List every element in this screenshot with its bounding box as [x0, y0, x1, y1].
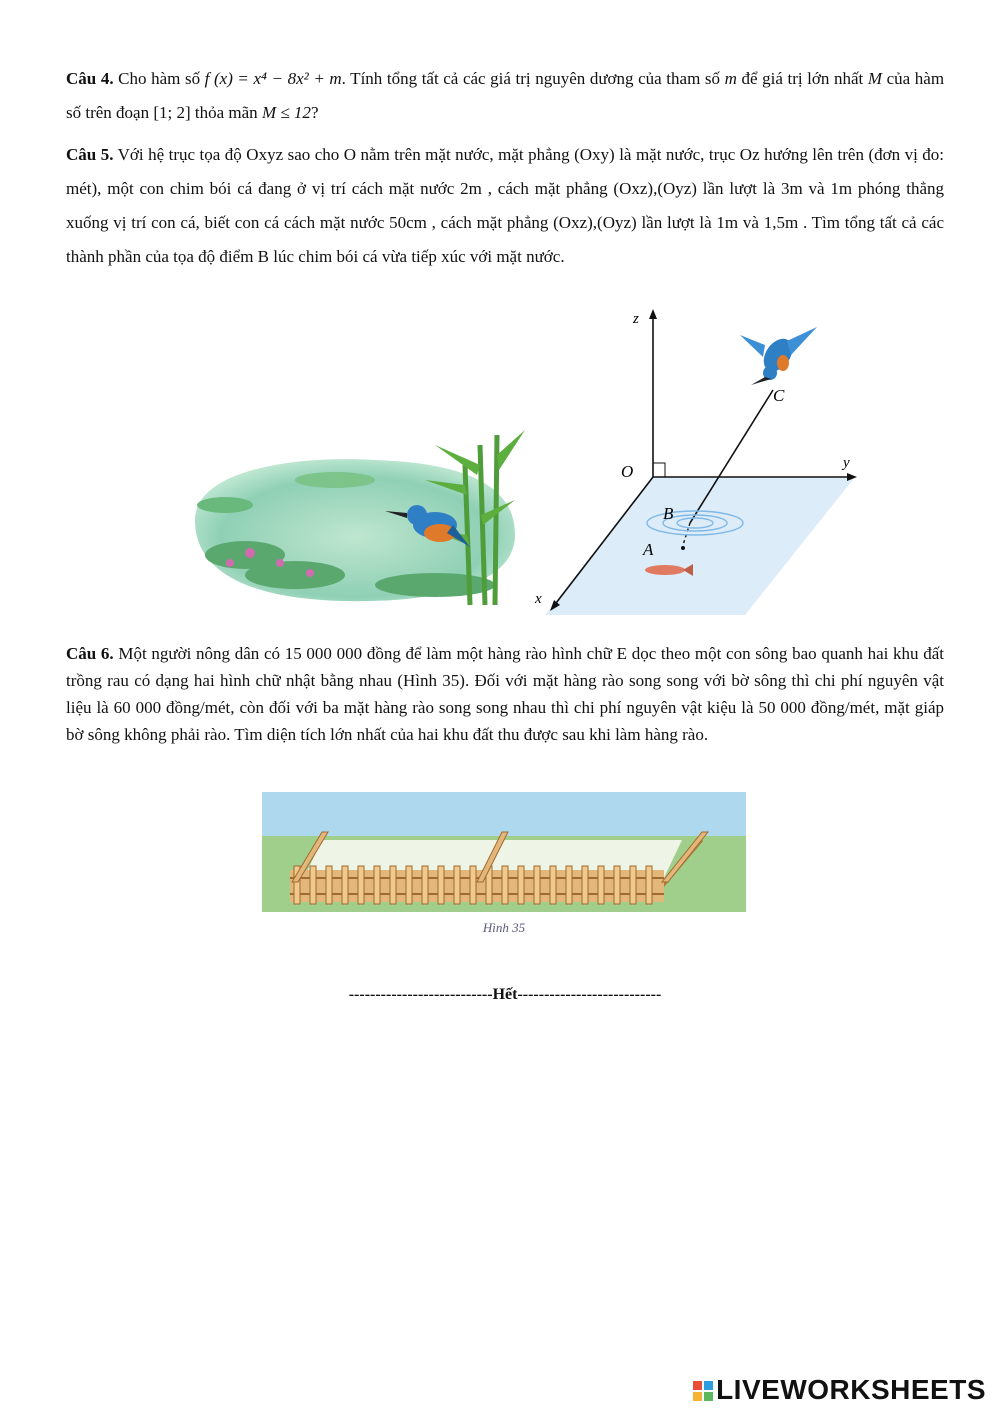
z-label: z	[633, 311, 639, 327]
question-6-text: Một người nông dân có 15 000 000 đồng để làm một hàng rào hình chữ E dọc theo một con sông bao quanh hai khu đất trồng rau có dạng hai hình chữ nhật bằng nhau (Hình 35). Đối với mặt hàng rào song song với bờ sông thì chi phí nguyên vật liệu là 60 000 đồng/mét, còn đối với ba mặt hàng rào song song nhau thì chi phí nguyên vật kiệu là 50 000 đồng/mét, mặt giáp bờ sông không phải rào. Tìm diện tích lớn nhất của hai khu đất thu được sau khi làm hàng rào.	[66, 644, 945, 744]
origin-label: O	[621, 462, 634, 481]
q4-function: f (x) = x⁴ − 8x² + m	[204, 69, 342, 88]
coordinate-diagram	[525, 305, 955, 620]
point-C-label: C	[773, 386, 785, 405]
point-A-label: A	[643, 540, 654, 559]
q4-condition: M ≤ 12	[261, 103, 311, 122]
pond-kingfisher-illustration	[185, 425, 525, 610]
question-6	[66, 640, 944, 748]
y-label: y	[843, 455, 850, 471]
figure-35-caption: Hình 35	[482, 920, 526, 935]
q4-text-3: để giá trị lớn nhất	[741, 69, 864, 88]
q4-text-1: Cho hàm số	[118, 69, 201, 88]
q4-max-M: M	[867, 69, 882, 88]
q4-param-m: m	[724, 69, 737, 88]
x-label: x	[535, 591, 542, 607]
end-marker: ---------------------------Hết---------------------------	[348, 986, 662, 1003]
brand-text: LIVEWORKSHEETS	[716, 1374, 986, 1405]
question-5-text: Với hệ trục tọa độ Oxyz sao cho O nằm trên mặt nước, mặt phẳng (Oxy) là mặt nước, trục Oz hướng lên trên (đơn vị đo: mét), một con chim bói cá đang ở vị trí cách mặt nước 2m , cách mặt phẳng (Oxz),(Oyz) lần lượt là 3m và 1m phóng thẳng xuống vị trí con cá, biết con cá cách mặt nước 50cm , cách mặt phẳng (Oxz),(Oyz) lần lượt là 1m và 1,5m . Tìm tổng tất cả các thành phần của tọa độ điểm B lúc chim bói cá vừa tiếp xúc với mặt nước.	[66, 145, 945, 266]
q4-interval: [1; 2]	[153, 103, 191, 122]
q4-text-6: ?	[310, 103, 319, 122]
logo-grid-icon	[693, 1381, 713, 1401]
point-B-label: B	[663, 504, 674, 523]
fence-illustration	[262, 792, 746, 912]
question-5-label: Câu 5.	[66, 145, 114, 164]
liveworksheets-logo	[693, 1374, 986, 1406]
question-5	[66, 138, 944, 274]
q4-text-5: thỏa mãn	[194, 103, 258, 122]
water-plane	[545, 477, 855, 615]
q4-text-2: . Tính tổng tất cả các giá trị nguyên dương của tham số	[341, 69, 721, 88]
question-4	[66, 62, 944, 130]
kingfisher-diving-icon	[740, 327, 817, 385]
question-6-label: Câu 6.	[66, 644, 114, 663]
question-4-label: Câu 4.	[66, 69, 114, 88]
q4-text-4: của hàm số trên đoạn	[66, 69, 945, 122]
